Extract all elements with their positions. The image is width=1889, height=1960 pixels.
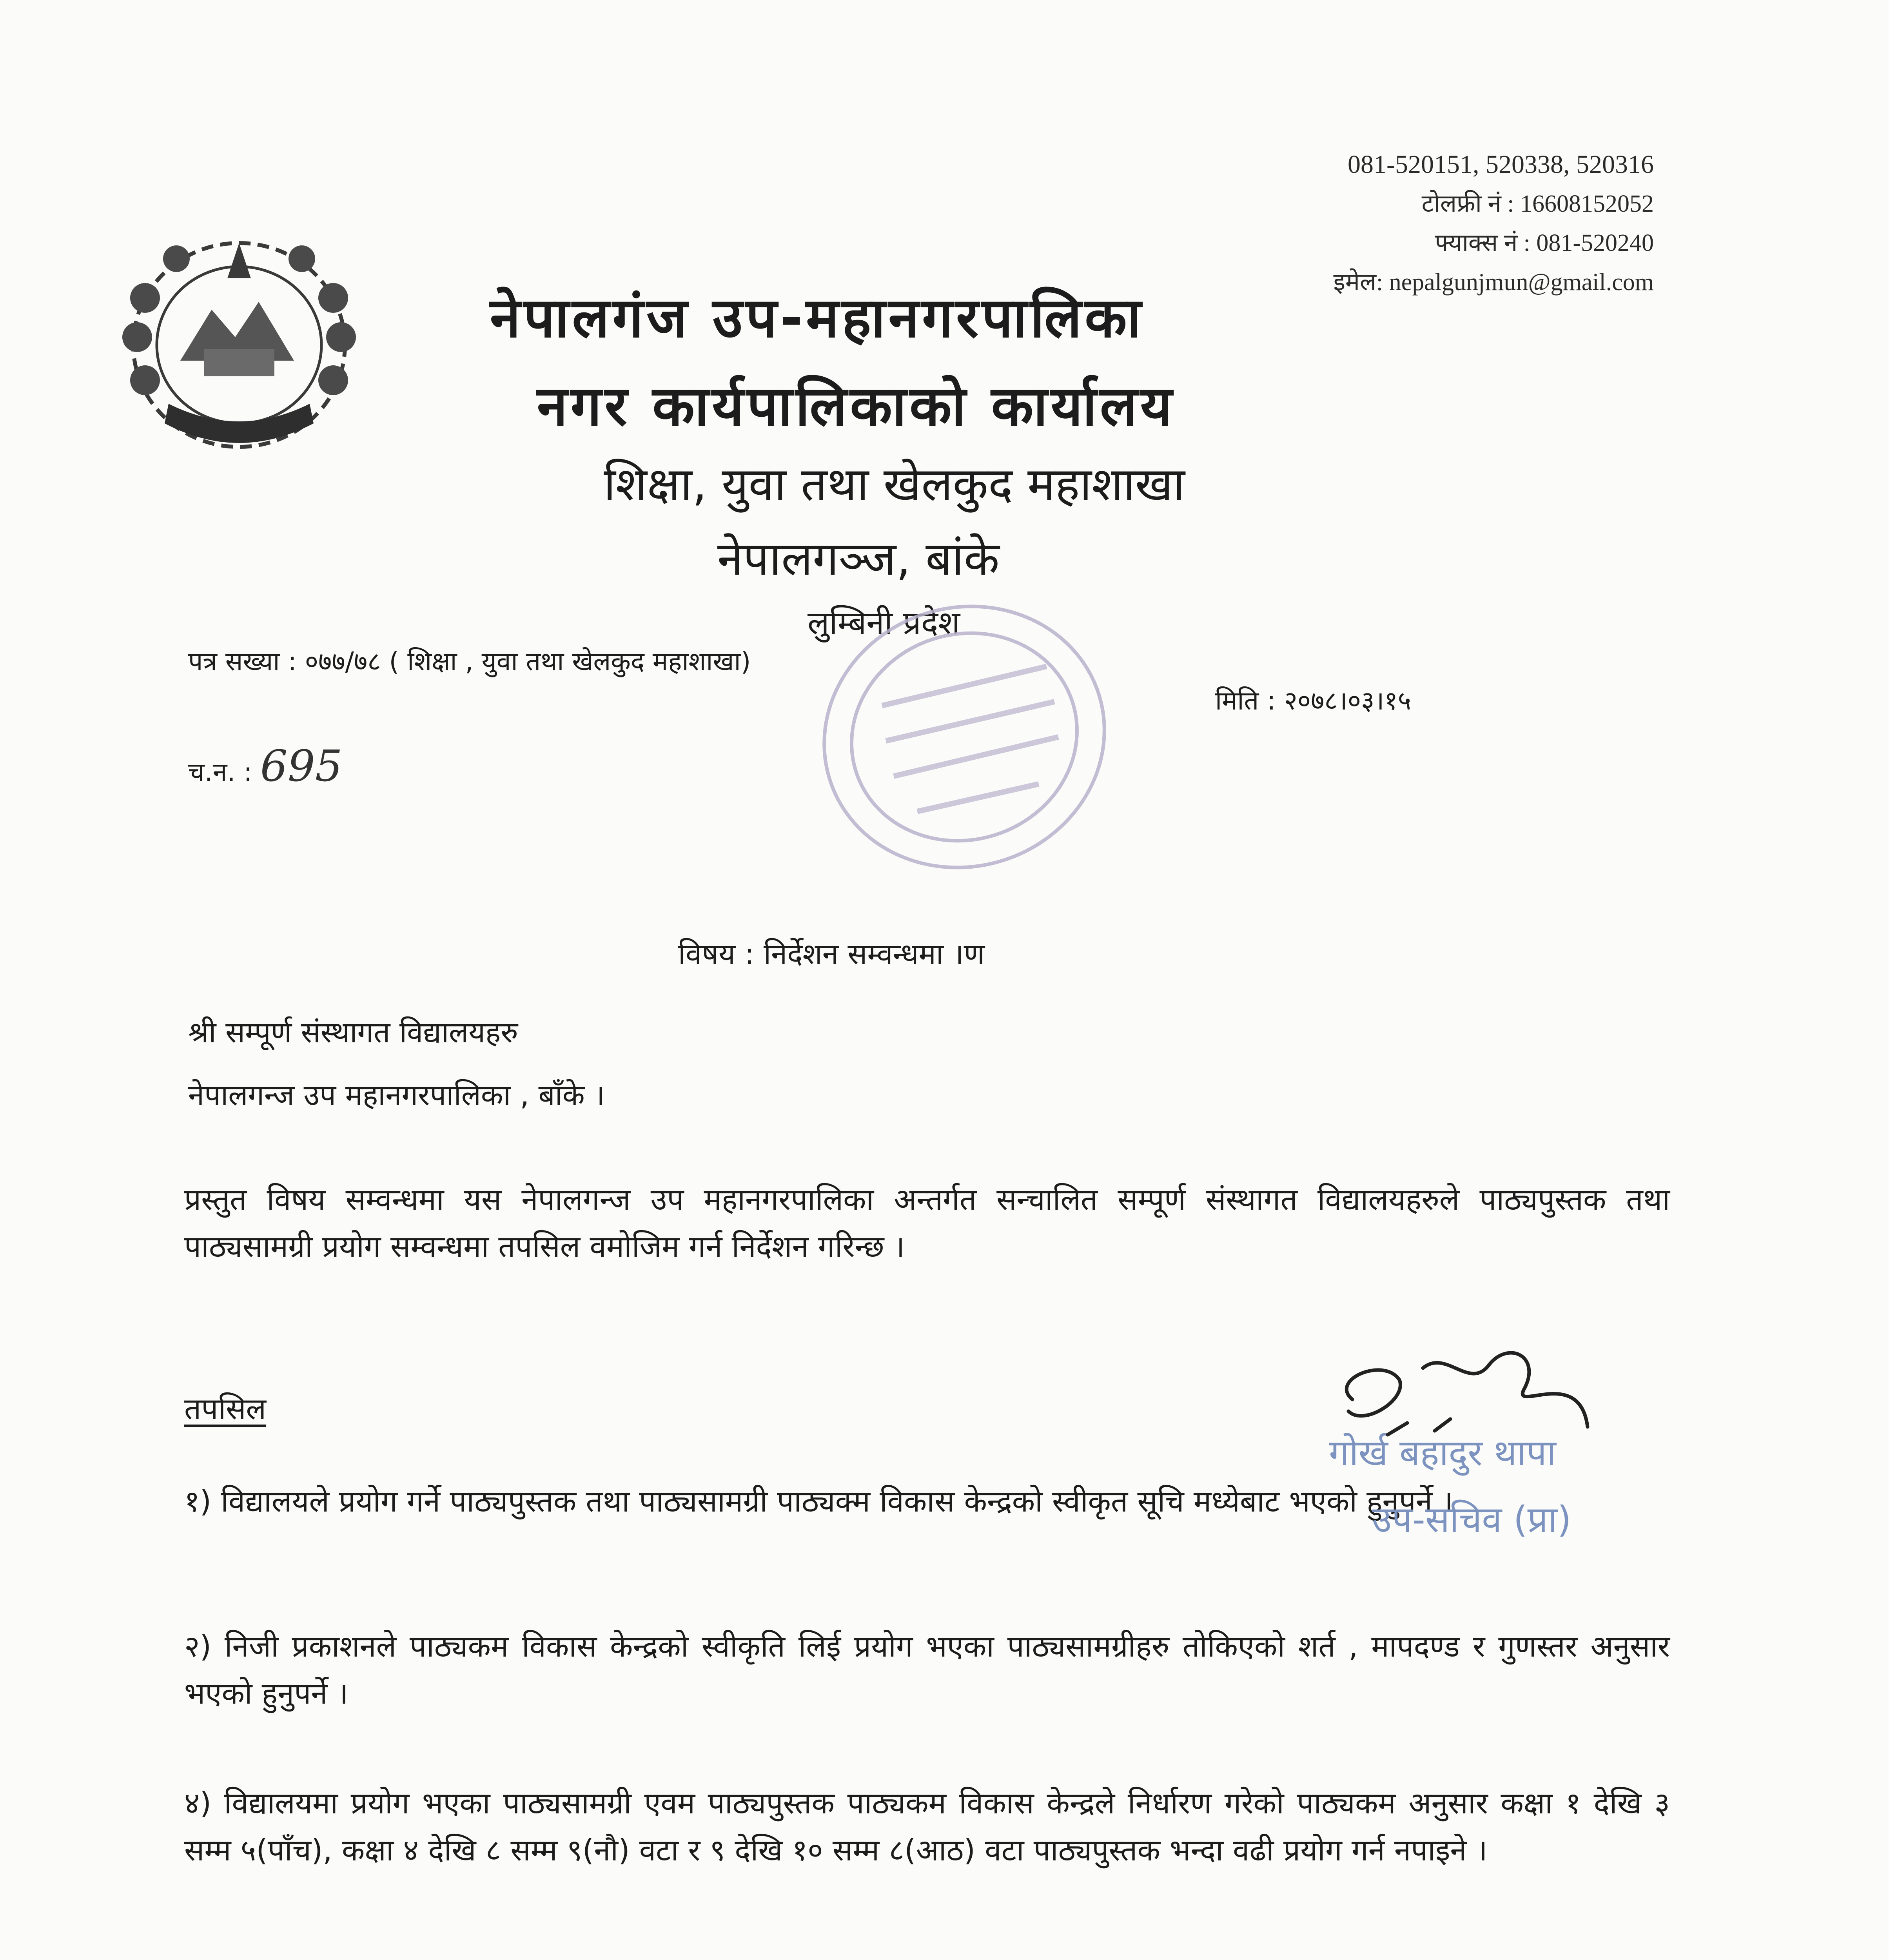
subject-line: विषय : निर्देशन सम्वन्धमा ।ण [678, 937, 985, 971]
letter-date: मिति : २०७८।०३।१५ [1215, 686, 1412, 716]
dispatch-number: 695 [260, 741, 343, 791]
province-title: लुम्बिनी प्रदेश [807, 604, 960, 642]
intro-paragraph: प्रस्तुत विषय सम्वन्धमा यस नेपालगन्ज उप महानगरपालिका अन्तर्गत सन्चालित सम्पूर्ण संस्थागत विद्यालयहरुले पाठ्यपुस्तक तथा पाठ्यसामग्री प्रयोग सम्वन्धमा तपसिल वमोजिम गर्न निर्देशन गरिन्छ । [184, 1182, 1670, 1264]
point-2: २) निजी प्रकाशनले पाठ्यकम विकास केन्द्रको स्वीकृति लिई प्रयोग भएका पाठ्यसामग्रीहरु तोकिएको शर्त , मापदण्ड र गुणस्तर अनुसार भएको हुनुपर्ने । [184, 1629, 1670, 1711]
reference-number: पत्र सख्या : ०७७/७८ ( शिक्षा , युवा तथा खेलकुद महाशाखा) [188, 646, 751, 677]
office-title: नगर कार्यपालिकाको कार्यालय [537, 374, 1176, 438]
office-seal-stamp [804, 588, 1125, 886]
tollfree-row [1333, 184, 1654, 223]
point-1: १) विद्यालयले प्रयोग गर्ने पाठ्यपुस्तक तथा पाठ्यसामग्री पाठ्यक्म विकास केन्द्रको स्वीकृत सूचि मध्येबाट भएको हुनुपर्ने । [184, 1484, 1453, 1519]
signer-post-stamp: उप-सचिव (प्रा) [1372, 1499, 1571, 1541]
dispatch-row [188, 741, 343, 791]
fax-row [1333, 223, 1654, 263]
fax-number: 081-520240 [1536, 230, 1654, 256]
dispatch-label: च.न. : [188, 757, 252, 787]
email-label: इमेल: [1333, 269, 1383, 296]
recipient-line-2: नेपालगन्ज उप महानगरपालिका , बाँके । [188, 1078, 605, 1112]
fax-label: फ्याक्स नं : [1435, 230, 1530, 256]
tollfree-number: 16608152052 [1520, 191, 1654, 217]
email-row [1333, 263, 1654, 302]
nepal-emblem-icon [110, 220, 368, 470]
email-address: nepalgunjmun@gmail.com [1389, 269, 1654, 296]
municipality-title: नेपालगंज उप-महानगरपालिका [490, 286, 1145, 350]
signature-top-right [1305, 1333, 1603, 1497]
point-3: ४) विद्यालयमा प्रयोग भएका पाठ्यसामग्री एवम पाठ्यपुस्तक पाठ्यकम विकास केन्द्रले निर्धारण गरेको पाठ्यकम अनुसार कक्षा १ देखि ३ सम्म ५(पाँच), कक्षा ४ देखि ८ सम्म ९(नौ) वटा र ९ देखि १० सम्म ८(आठ) वटा पाठ्यपुस्तक भन्दा वढी प्रयोग गर्न नपाइने । [184, 1786, 1670, 1867]
signer-name-stamp: गोर्ख बहादुर थापा [1329, 1432, 1556, 1474]
details-heading: तपसिल [184, 1391, 267, 1426]
location-title: नेपालगञ्ज, बांके [717, 532, 1000, 586]
tollfree-label: टोलफ्री नं : [1421, 191, 1514, 217]
recipient-line-1: श्री सम्पूर्ण संस्थागत विद्यालयहरु [188, 1016, 518, 1049]
division-title: शिक्षा, युवा तथा खेलकुद महाशाखा [604, 457, 1185, 511]
phone-numbers: 081-520151, 520338, 520316 [1348, 150, 1654, 179]
contact-block [1333, 145, 1654, 302]
